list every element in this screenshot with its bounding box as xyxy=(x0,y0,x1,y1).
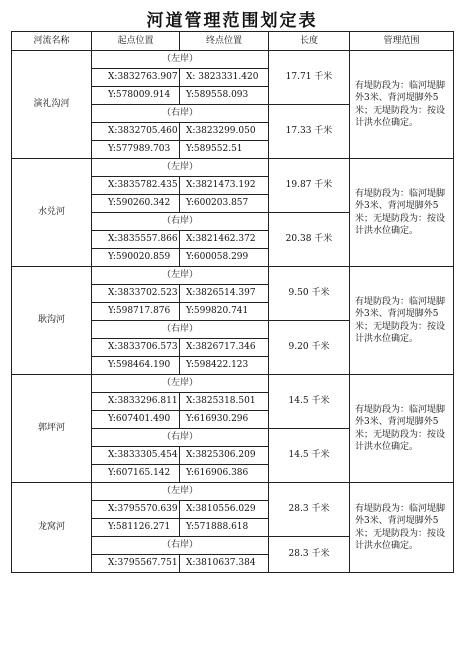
length-right: 14.5 千米 xyxy=(269,429,350,483)
end-y: Y:616930.296 xyxy=(180,411,269,429)
bank-label-left: （左岸） xyxy=(92,375,269,393)
bank-label-left: （左岸） xyxy=(92,267,269,285)
table-row xyxy=(12,159,454,177)
start-y: Y:590260.342 xyxy=(92,195,180,213)
start-x: X:3833706.573 xyxy=(92,339,180,357)
bank-label-left: （左岸） xyxy=(92,159,269,177)
header-start-position: 起点位置 xyxy=(92,32,180,51)
start-x: X:3832705.460 xyxy=(92,123,180,141)
table-row xyxy=(12,267,454,285)
bank-label-right: （右岸） xyxy=(92,321,269,339)
length-right: 9.20 千米 xyxy=(269,321,350,375)
end-x: X:3826514.397 xyxy=(180,285,269,303)
end-y: Y:600203.857 xyxy=(180,195,269,213)
table-row xyxy=(12,375,454,393)
length-left: 9.50 千米 xyxy=(269,267,350,321)
start-x: X:3833305.454 xyxy=(92,447,180,465)
length-left: 28.3 千米 xyxy=(269,483,350,537)
management-scope: 有堤防段为：临河堤脚外3米、背河堤脚外5米；无堤防段为：按设计洪水位确定。 xyxy=(350,483,454,573)
header-management-scope: 管理范围 xyxy=(350,32,454,51)
bank-label-right: （右岸） xyxy=(92,213,269,231)
end-y: Y:589552.51 xyxy=(180,141,269,159)
end-y: Y:589558.093 xyxy=(180,87,269,105)
river-name: 耿沟河 xyxy=(12,267,92,375)
river-name: 水兑河 xyxy=(12,159,92,267)
bank-label-right: （右岸） xyxy=(92,537,269,555)
start-y: Y:590020.859 xyxy=(92,249,180,267)
end-y: Y:600058.299 xyxy=(180,249,269,267)
river-management-table xyxy=(11,31,454,573)
management-scope: 有堤防段为：临河堤脚外3米、背河堤脚外5米；无堤防段为：按设计洪水位确定。 xyxy=(350,267,454,375)
river-name: 龙窝河 xyxy=(12,483,92,573)
end-x: X:3823299.050 xyxy=(180,123,269,141)
management-scope: 有堤防段为：临河堤脚外3米、背河堤脚外5米；无堤防段为：按设计洪水位确定。 xyxy=(350,159,454,267)
start-x: X:3835782.435 xyxy=(92,177,180,195)
start-y: Y:581126.271 xyxy=(92,519,180,537)
start-y: Y:607165.142 xyxy=(92,465,180,483)
length-right: 17.33 千米 xyxy=(269,105,350,159)
start-y: Y:577989.703 xyxy=(92,141,180,159)
end-x: X:3826717.346 xyxy=(180,339,269,357)
end-x: X:3810556.029 xyxy=(180,501,269,519)
bank-label-left: （左岸） xyxy=(92,483,269,501)
start-y: Y:578009.914 xyxy=(92,87,180,105)
start-x: X:3833702.523 xyxy=(92,285,180,303)
header-end-position: 终点位置 xyxy=(180,32,269,51)
end-y: Y:571888.618 xyxy=(180,519,269,537)
start-y: Y:598717.876 xyxy=(92,303,180,321)
end-x: X:3825306.209 xyxy=(180,447,269,465)
end-x: X: 3823331.420 xyxy=(180,69,269,87)
end-y: Y:598422.123 xyxy=(180,357,269,375)
start-x: X:3833296.811 xyxy=(92,393,180,411)
end-y: Y:616906.386 xyxy=(180,465,269,483)
table-row xyxy=(12,483,454,501)
end-x: X:3821473.192 xyxy=(180,177,269,195)
start-x: X:3832763.907 xyxy=(92,69,180,87)
start-x: X:3795570.639 xyxy=(92,501,180,519)
table-row xyxy=(12,51,454,69)
end-x: X:3810637.384 xyxy=(180,555,269,573)
length-right: 28.3 千米 xyxy=(269,537,350,573)
header-river-name: 河流名称 xyxy=(12,32,92,51)
bank-label-left: （左岸） xyxy=(92,51,269,69)
length-left: 17.71 千米 xyxy=(269,51,350,105)
start-y: Y:598464.190 xyxy=(92,357,180,375)
document-title: 河道管理范围划定表 xyxy=(146,11,318,31)
start-y: Y:607401.490 xyxy=(92,411,180,429)
management-scope: 有堤防段为：临河堤脚外3米、背河堤脚外5米；无堤防段为：按设计洪水位确定。 xyxy=(350,51,454,159)
end-x: X:3825318.501 xyxy=(180,393,269,411)
bank-label-right: （右岸） xyxy=(92,429,269,447)
length-right: 20.38 千米 xyxy=(269,213,350,267)
length-left: 14.5 千米 xyxy=(269,375,350,429)
start-x: X:3795567.751 xyxy=(92,555,180,573)
end-x: X:3821462.372 xyxy=(180,231,269,249)
river-name: 郭坪河 xyxy=(12,375,92,483)
river-name: 演礼沟河 xyxy=(12,51,92,159)
management-scope: 有堤防段为：临河堤脚外3米、背河堤脚外5米；无堤防段为：按设计洪水位确定。 xyxy=(350,375,454,483)
end-y: Y:599820.741 xyxy=(180,303,269,321)
bank-label-right: （右岸） xyxy=(92,105,269,123)
header-row xyxy=(12,32,454,51)
length-left: 19.87 千米 xyxy=(269,159,350,213)
start-x: X:3835557.866 xyxy=(92,231,180,249)
header-length: 长度 xyxy=(269,32,350,51)
